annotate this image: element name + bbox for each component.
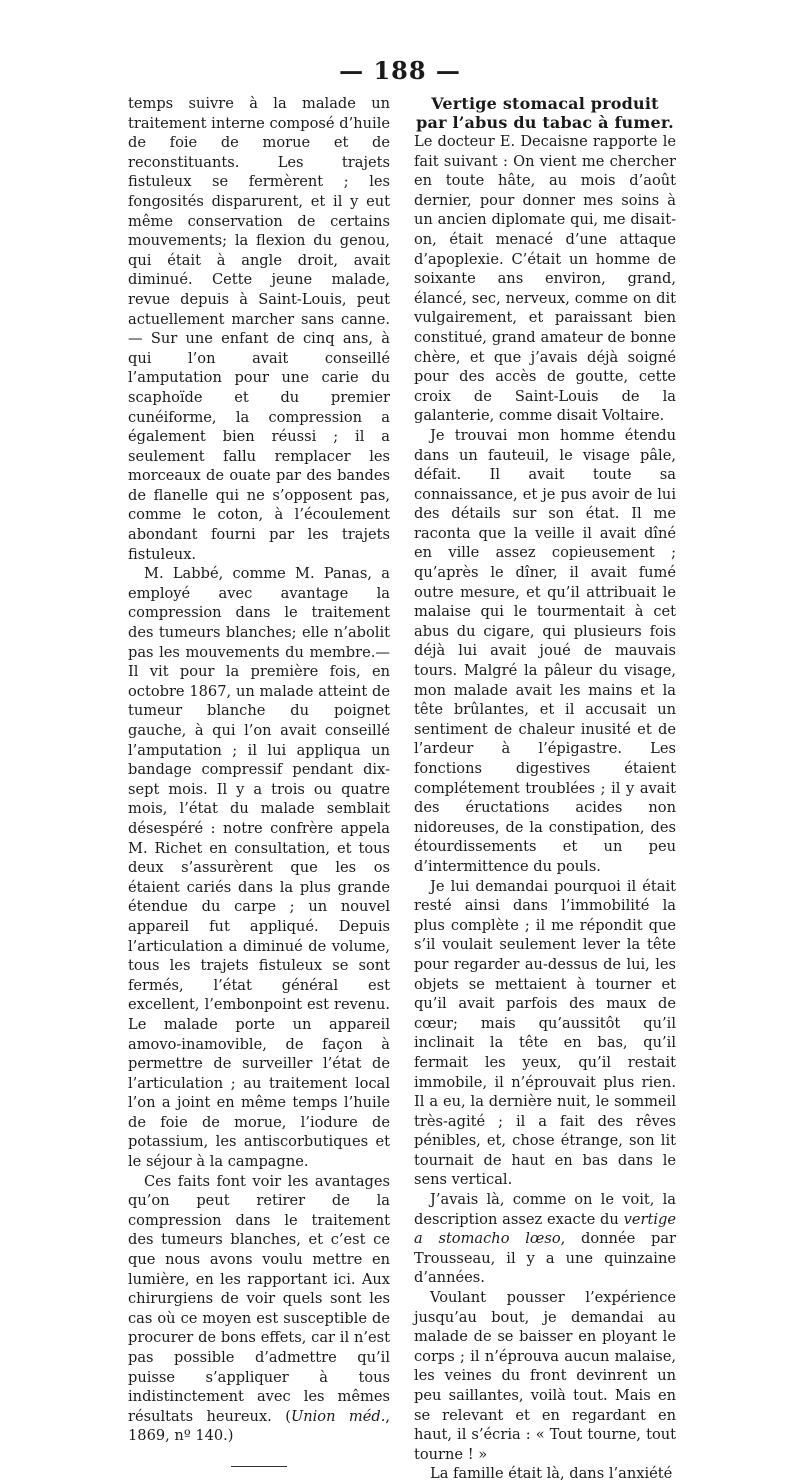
section-divider: [231, 1466, 287, 1467]
latin-term: vertige a stomacho lœso: [414, 1210, 676, 1248]
page-number: — 188 —: [339, 56, 461, 85]
article-title-line-2: par l’abus du tabac à fumer.: [416, 113, 674, 132]
paragraph: Le docteur E. Decaisne rapporte le fait suivant : On vient me chercher en toute hâte, au mois d’août dernier, pour donner mes soins à un ancien diplomate qui, me disait-on, était menacé d’une attaque d’apoplexie. C’était un homme de soixante ans environ, grand, élancé, sec, nerveux, comme on dit vulgairement, et paraissant bien constitué, grand amateur de bonne chère, et que j’avais déjà soigné pour des accès de goutte, cette croix de Saint-Louis de la galanterie, comme disait Voltaire.: [414, 133, 676, 425]
paragraph-text: , donnée par Trousseau, il y a une quinzaine d’années.: [414, 1230, 676, 1287]
citation-journal: Union méd.: [290, 1407, 386, 1425]
paragraph: Voulant pousser l’expérience jusqu’au bout, je demandai au malade de se baisser en ployant le corps ; il n’éprouva aucun malaise, les veines du front devinrent un peu saillantes, voilà tout. Mais en se relevant et en regardant en haut, il s’écria : « Tout tourne, tout tourne ! »: [414, 1289, 676, 1463]
paragraph: Je lui demandai pourquoi il était resté ainsi dans l’immobilité la plus complète ; il me répondit que s’il voulait seulement lever la tête pour regarder au-dessus de lui, les objets se mettaient à tourner et qu’il avait parfois des maux de cœur; mais qu’aussitôt qu’il inclinait la tête en bas, qu’il fermait les yeux, qu’il restait immobile, il n’éprouvait plus rien. Il a eu, la dernière nuit, le sommeil très-agité ; il a fait des rêves pénibles, et, chose étrange, son lit tournait de haut en bas dans le sens vertical.: [414, 877, 676, 1189]
paragraph: temps suivre à la malade un traitement interne composé d’huile de foie de morue et de reconstituants. Les trajets fistuleux se fermèrent ; les fongosités disparurent, et il y eut même conservation de certains mouvements; la flexion du genou, qui était à angle droit, avait diminué. Cette jeune malade, revue depuis à Saint-Louis, peut actuellement marcher sans canne. — Sur une enfant de cinq ans, à qui l’on avait conseillé l’amputation pour une carie du scaphoïde et du premier cunéiforme, la compression a également bien réussi ; il a seulement fallu remplacer les morceaux de ouate par des bandes de flanelle qui ne s’opposent pas, comme le coton, à l’écoulement abondant fourni par les trajets fistuleux.: [128, 95, 390, 563]
left-column: [128, 94, 390, 1467]
paragraph: La famille était là, dans l’anxiété: [430, 1465, 673, 1483]
citation-details: , 1869, nº 140.): [128, 1407, 390, 1445]
right-column: [414, 94, 676, 1484]
article-title-line-1: Vertige stomacal produit: [431, 94, 659, 113]
paragraph-text: Ces faits font voir les avantages qu’on peut retirer de la compression dans le traitement des tumeurs blanches, et c’est ce que nous avons voulu mettre en lumière, en les rapportant ici. Aux chirurgiens de voir quels sont les cas où ce moyen est susceptible de procurer de bons effets, car il n’est pas possible d’admettre qu’il puisse s’appliquer à tous indistinctement avec les mêmes résultats heureux. (: [128, 1172, 390, 1425]
paragraph: Je trouvai mon homme étendu dans un fauteuil, le visage pâle, défait. Il avait toute sa connaissance, et je pus avoir de lui des détails sur son état. Il me raconta que la veille il avait dîné en ville assez copieusement ; qu’après le dîner, il avait fumé outre mesure, et qu’il attribuait le malaise qui le tourmentait à cet abus du cigare, qui plusieurs fois déjà lui avait joué de mauvais tours. Malgré la pâleur du visage, mon malade avait les mains et la tête brûlantes, et il accusait un sentiment de chaleur inusité et de l’ardeur à l’épigastre. Les fonctions digestives étaient complétement troublées ; il y avait des éructations acides non nidoreuses, de la constipation, des étourdissements et un peu d’intermittence du pouls.: [414, 426, 676, 875]
paragraph-with-term: [414, 1190, 676, 1288]
paragraph-with-citation: [128, 1172, 390, 1446]
paragraph-text: J’avais là, comme on le voit, la description assez exacte du: [414, 1191, 676, 1228]
paragraph: M. Labbé, comme M. Panas, a employé avec avantage la compression dans le traitement des tumeurs blanches; elle n’abolit pas les mouvements du membre.—Il vit pour la première fois, en octobre 1867, un malade atteint de tumeur blanche du poignet gauche, à qui l’on avait conseillé l’amputation ; il lui appliqua un bandage compressif pendant dix-sept mois. Il y a trois ou quatre mois, l’état du malade semblait désespéré : notre confrère appela M. Richet en consultation, et tous deux s’assurèrent que les os étaient cariés dans la plus grande étendue du carpe ; un nouvel appareil fut appliqué. Depuis l’articulation a diminué de volume, tous les trajets fistuleux se sont fermés, l’état général est excellent, l’embonpoint est revenu. Le malade porte un appareil amovo-inamovible, de façon à permettre de surveiller l’état de l’articulation ; au traitement local l’on a joint en même temps l’huile de foie de morue, l’iodure de potassium, les antiscorbutiques et le séjour à la campagne.: [128, 565, 390, 1171]
